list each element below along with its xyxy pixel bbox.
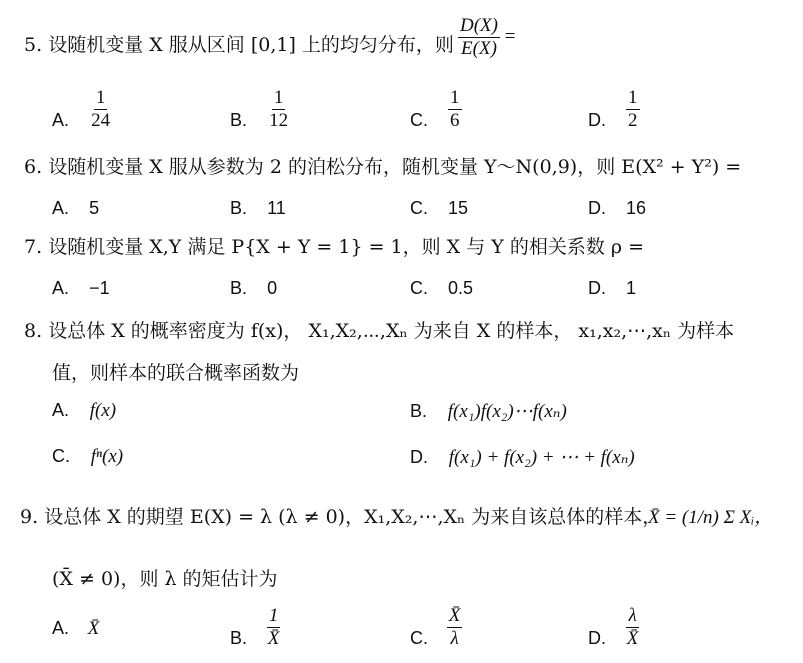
option-label: B. xyxy=(230,110,248,131)
question-5-option-b[interactable] xyxy=(230,88,290,131)
option-numerator: 1 xyxy=(95,87,106,108)
question-9-option-b[interactable] xyxy=(230,606,281,649)
question-7-option-a[interactable] xyxy=(52,277,110,299)
option-numerator: 1 xyxy=(450,87,460,108)
option-label: A. xyxy=(52,278,70,298)
option-numerator: 1 xyxy=(628,87,638,108)
option-value: fⁿ(x) xyxy=(90,446,124,467)
option-value: 0.5 xyxy=(448,278,474,298)
question-9-stem-line-2 xyxy=(52,564,278,591)
question-8-option-b[interactable] xyxy=(410,400,567,423)
option-label: B. xyxy=(230,627,248,648)
option-label: B. xyxy=(230,278,248,298)
question-5-text: 设随机变量 X 服从区间 [0,1] 上的均匀分布，则 xyxy=(48,34,454,56)
option-denominator: λ xyxy=(450,627,459,649)
option-numerator: 1 xyxy=(273,87,284,108)
question-9-option-c[interactable] xyxy=(410,606,462,649)
option-denominator: X̄ xyxy=(267,627,280,649)
question-8-text-1: 设总体 X 的概率密度为 f(x)， X₁,X₂,⋯,Xₙ 为来自 X 的样本， x₁,x₂,⋯,xₙ 为样本 xyxy=(48,320,735,342)
option-label: C. xyxy=(410,110,428,131)
option-denominator: 2 xyxy=(628,109,638,131)
option-denominator: 12 xyxy=(269,109,289,131)
question-6-option-a[interactable] xyxy=(52,197,99,219)
option-value: f(x₁) + f(x₂) + ⋯ + f(xₙ) xyxy=(448,447,635,468)
option-label: C. xyxy=(410,278,428,298)
question-8-stem-line-2 xyxy=(52,358,299,385)
option-denominator: X̄ xyxy=(626,627,639,649)
option-label: A. xyxy=(52,400,70,420)
option-label: D. xyxy=(410,447,428,467)
option-value: 15 xyxy=(448,198,469,218)
option-label: C. xyxy=(52,446,70,466)
question-9-text-1: 设总体 X 的期望 E(X) = λ (λ ≠ 0)，X₁,X₂,⋯,Xₙ 为来自该总体的样本， xyxy=(44,506,662,528)
question-5-option-c[interactable] xyxy=(410,88,462,131)
question-5-option-a[interactable] xyxy=(52,88,112,131)
question-7-option-b[interactable] xyxy=(230,277,277,299)
question-6-option-d[interactable] xyxy=(588,197,646,219)
option-label: B. xyxy=(410,401,428,421)
question-8-option-d[interactable] xyxy=(410,446,635,469)
option-label: D. xyxy=(588,278,606,298)
question-5-option-d[interactable] xyxy=(588,88,640,131)
option-label: C. xyxy=(410,627,428,648)
question-8-number: 8. xyxy=(24,320,43,342)
question-9-option-a[interactable] xyxy=(52,618,99,640)
question-7-option-c[interactable] xyxy=(410,277,473,299)
option-label: C. xyxy=(410,198,428,218)
option-label: A. xyxy=(52,618,70,638)
question-6-text: 设随机变量 X 服从参数为 2 的泊松分布，随机变量 Y～N(0,9)，则 E(X² + Y²) = xyxy=(48,156,742,178)
question-9-mean-text: X̄ = (1/n) Σ Xᵢ， xyxy=(648,507,774,528)
question-9-mean-definition xyxy=(648,502,773,529)
question-6-option-b[interactable] xyxy=(230,197,286,219)
question-8-option-a[interactable] xyxy=(52,400,116,422)
question-8-stem-line-1 xyxy=(24,316,734,343)
question-8-text-2: 值，则样本的联合概率函数为 xyxy=(52,362,300,384)
question-9-text-2: (X̄ ≠ 0)，则 λ 的矩估计为 xyxy=(52,568,278,590)
option-label: D. xyxy=(588,110,606,131)
question-5-expr-equals: = xyxy=(504,25,516,47)
question-6-option-c[interactable] xyxy=(410,197,468,219)
question-9-stem-line-1 xyxy=(20,502,661,529)
question-5-expr-numerator: D(X) xyxy=(460,15,498,36)
question-8-option-c[interactable] xyxy=(52,446,123,468)
option-numerator: λ xyxy=(628,605,637,626)
option-denominator: 6 xyxy=(450,109,460,131)
option-denominator: 24 xyxy=(91,109,111,131)
question-9-number: 9. xyxy=(20,506,39,528)
option-label: D. xyxy=(588,627,606,648)
option-numerator: 1 xyxy=(268,605,279,626)
question-7-option-d[interactable] xyxy=(588,277,636,299)
option-label: A. xyxy=(52,110,70,131)
option-value: 5 xyxy=(89,198,100,218)
option-numerator: X̄ xyxy=(448,605,461,626)
option-value: 0 xyxy=(267,278,278,298)
question-5-number: 5. xyxy=(24,34,43,56)
option-value: −1 xyxy=(89,278,110,298)
question-6-number: 6. xyxy=(24,156,43,178)
question-5-expression xyxy=(458,16,515,59)
question-9-option-d[interactable] xyxy=(588,606,640,649)
question-5-expr-denominator: E(X) xyxy=(461,37,497,59)
option-value: f(x) xyxy=(89,400,117,421)
option-label: A. xyxy=(52,198,70,218)
option-label: B. xyxy=(230,198,248,218)
option-value: 11 xyxy=(267,198,286,218)
option-label: D. xyxy=(588,198,606,218)
option-value: X̄ xyxy=(87,618,100,639)
option-value: 1 xyxy=(626,278,637,298)
question-6-stem xyxy=(24,152,741,179)
option-value: 16 xyxy=(626,198,647,218)
option-value: f(x₁)f(x₂)⋯f(xₙ) xyxy=(447,401,567,422)
question-7-stem xyxy=(24,232,644,259)
question-5-stem xyxy=(24,30,454,57)
question-7-number: 7. xyxy=(24,236,43,258)
question-7-text: 设随机变量 X,Y 满足 P{X + Y = 1} = 1，则 X 与 Y 的相关系数 ρ = xyxy=(48,236,645,258)
